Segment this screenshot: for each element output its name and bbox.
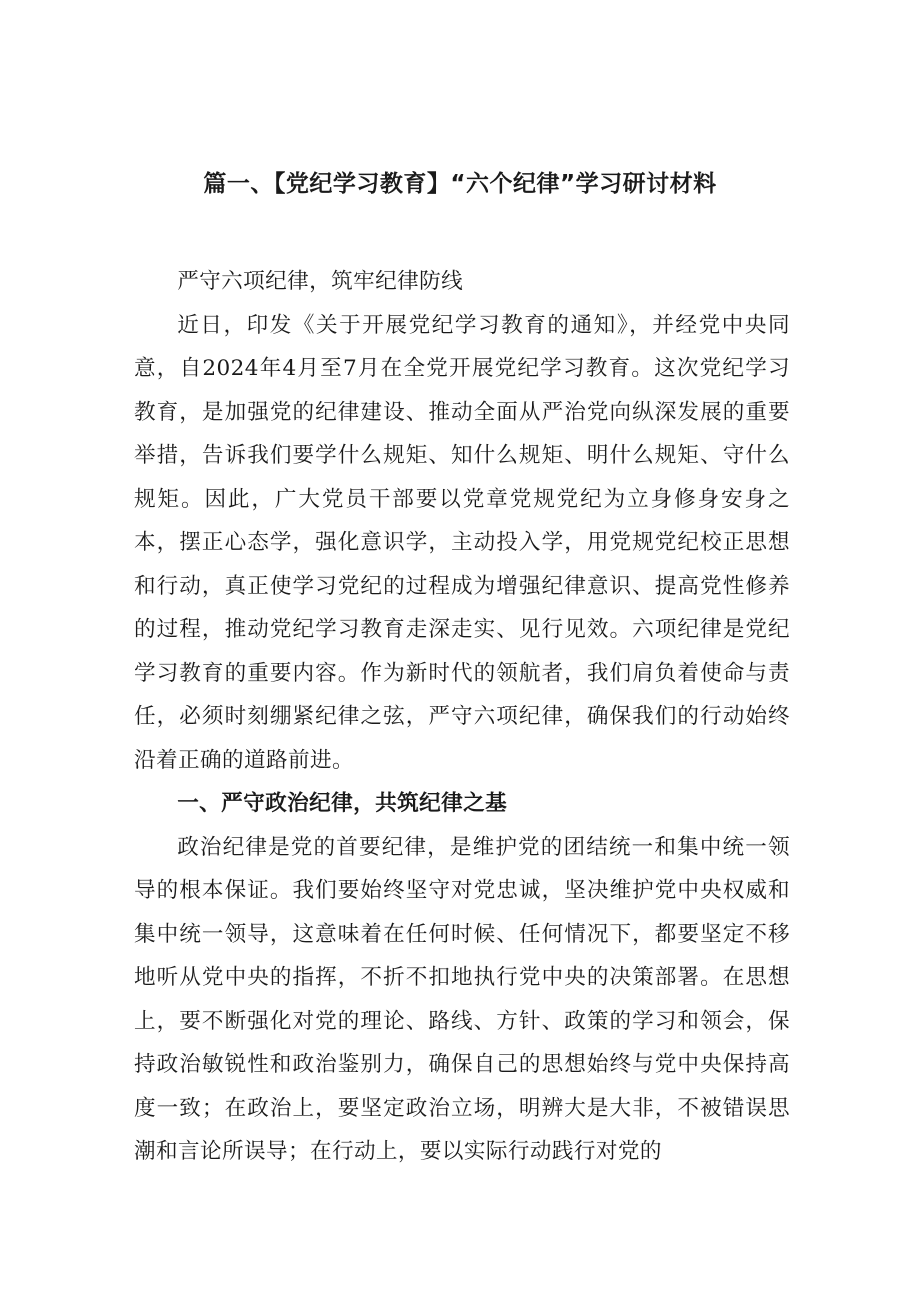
subtitle: 严守六项纪律，筑牢纪律防线 [177,269,464,294]
page-title: 篇一、【党纪学习教育】“六个纪律”学习研讨材料 [203,171,717,197]
section-heading: 一、严守政治纪律，共筑纪律之基 [177,791,508,816]
section-paragraph: 政治纪律是党的首要纪律，是维护党的团结统一和集中统一领导的根本保证。我们要始终坚守对党忠诚，坚决维护党中央权威和集中统一领导，这意味着在任何时候、任何情况下，都要坚定不移地听从党中央的指挥，不折不扣地执行党中央的决策部署。在思想上，要不断强化对党的理论、路线、方针、政策的学习和领会，保持政治敏锐性和政治鉴别力，确保自己的思想始终与党中央保持高度一致；在政治上，要坚定政治立场，明辨大是大非，不被错误思潮和言论所误导；在行动上，要以实际行动践行对党的 [134,834,790,1164]
intro-paragraph: 近日，印发《关于开展党纪学习教育的通知》，并经党中央同意，自2024年4月至7月在全党开展党纪学习教育。这次党纪学习教育，是加强党的纪律建设、推动全面从严治党向纵深发展的重要举措，告诉我们要学什么规矩、知什么规矩、明什么规矩、守什么规矩。因此，广大党员干部要以党章党规党纪为立身修身安身之本，摆正心态学，强化意识学，主动投入学，用党规党纪校正思想和行动，真正使学习党纪的过程成为增强纪律意识、提高党性修养的过程，推动党纪学习教育走深走实、见行见效。六项纪律是党纪学习教育的重要内容。作为新时代的领航者，我们肩负着使命与责任，必须时刻绷紧纪律之弦，严守六项纪律，确保我们的行动始终沿着正确的道路前进。 [134,312,790,773]
document-body [134,260,790,1174]
